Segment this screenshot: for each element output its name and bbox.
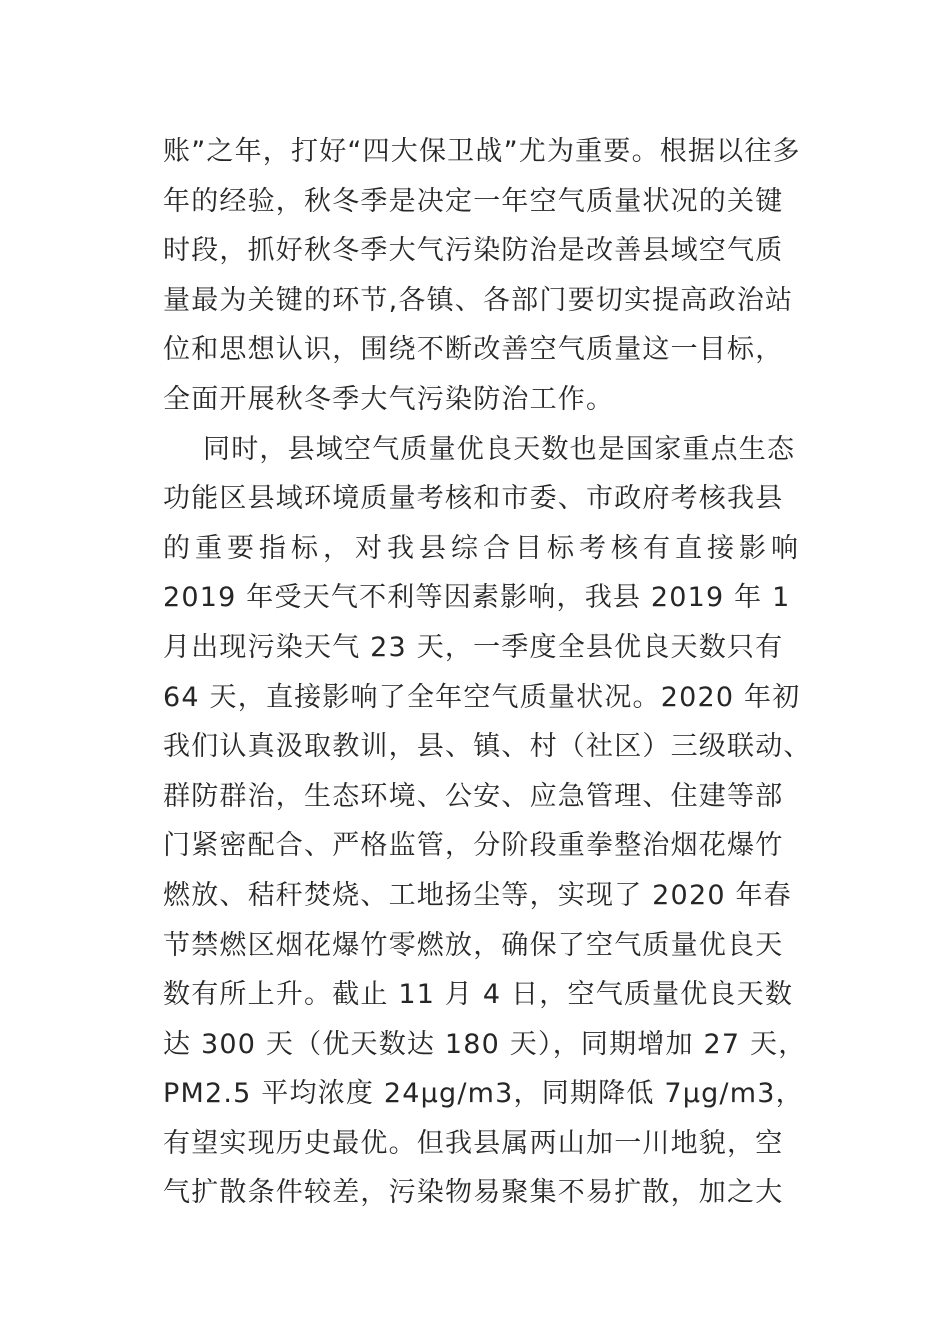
text-line: 2019 年受天气不利等因素影响，我县 2019 年 1 xyxy=(163,582,791,614)
text-line: 气扩散条件较差，污染物易聚集不易扩散，加之大 xyxy=(163,1177,784,1209)
text-line: 功能区县域环境质量考核和市委、市政府考核我县 xyxy=(163,483,784,515)
text-line: 的重要指标，对我县综合目标考核有直接影响 xyxy=(163,532,803,564)
text-line: 门紧密配合、严格监管，分阶段重拳整治烟花爆竹 xyxy=(163,830,784,862)
body-text xyxy=(163,127,812,1218)
text-line: 月出现污染天气 23 天，一季度全县优良天数只有 xyxy=(163,631,784,663)
text-line: 我们认真汲取教训，县、镇、村（社区）三级联动、 xyxy=(163,731,812,763)
text-line: 数有所上升。截止 11 月 4 日，空气质量优良天数 xyxy=(163,979,794,1011)
text-line: 达 300 天（优天数达 180 天），同期增加 27 天， xyxy=(163,1028,807,1060)
text-line: 64 天，直接影响了全年空气质量状况。2020 年初 xyxy=(163,681,801,713)
text-line: 年的经验，秋冬季是决定一年空气质量状况的关键 xyxy=(163,185,784,217)
text-line: 量最为关键的环节,各镇、各部门要切实提高政治站 xyxy=(163,284,794,316)
text-line: PM2.5 平均浓度 24μg/m3，同期降低 7μg/m3， xyxy=(163,1078,804,1110)
text-line: 有望实现历史最优。但我县属两山加一川地貌，空 xyxy=(163,1127,784,1159)
text-line: 燃放、秸秆焚烧、工地扬尘等，实现了 2020 年春 xyxy=(163,879,792,911)
text-line: 全面开展秋冬季大气污染防治工作。 xyxy=(163,383,615,415)
text-line: 群防群治，生态环境、公安、应急管理、住建等部 xyxy=(163,780,784,812)
paragraph-start-line: 同时，县域空气质量优良天数也是国家重点生态 xyxy=(203,433,796,465)
text-line: 账”之年，打好“四大保卫战”尤为重要。根据以往多 xyxy=(163,136,801,167)
text-line: 位和思想认识，围绕不断改善空气质量这一目标， xyxy=(163,334,784,366)
text-line: 时段，抓好秋冬季大气污染防治是改善县域空气质 xyxy=(163,235,784,267)
text-line: 节禁燃区烟花爆竹零燃放，确保了空气质量优良天 xyxy=(163,929,784,961)
